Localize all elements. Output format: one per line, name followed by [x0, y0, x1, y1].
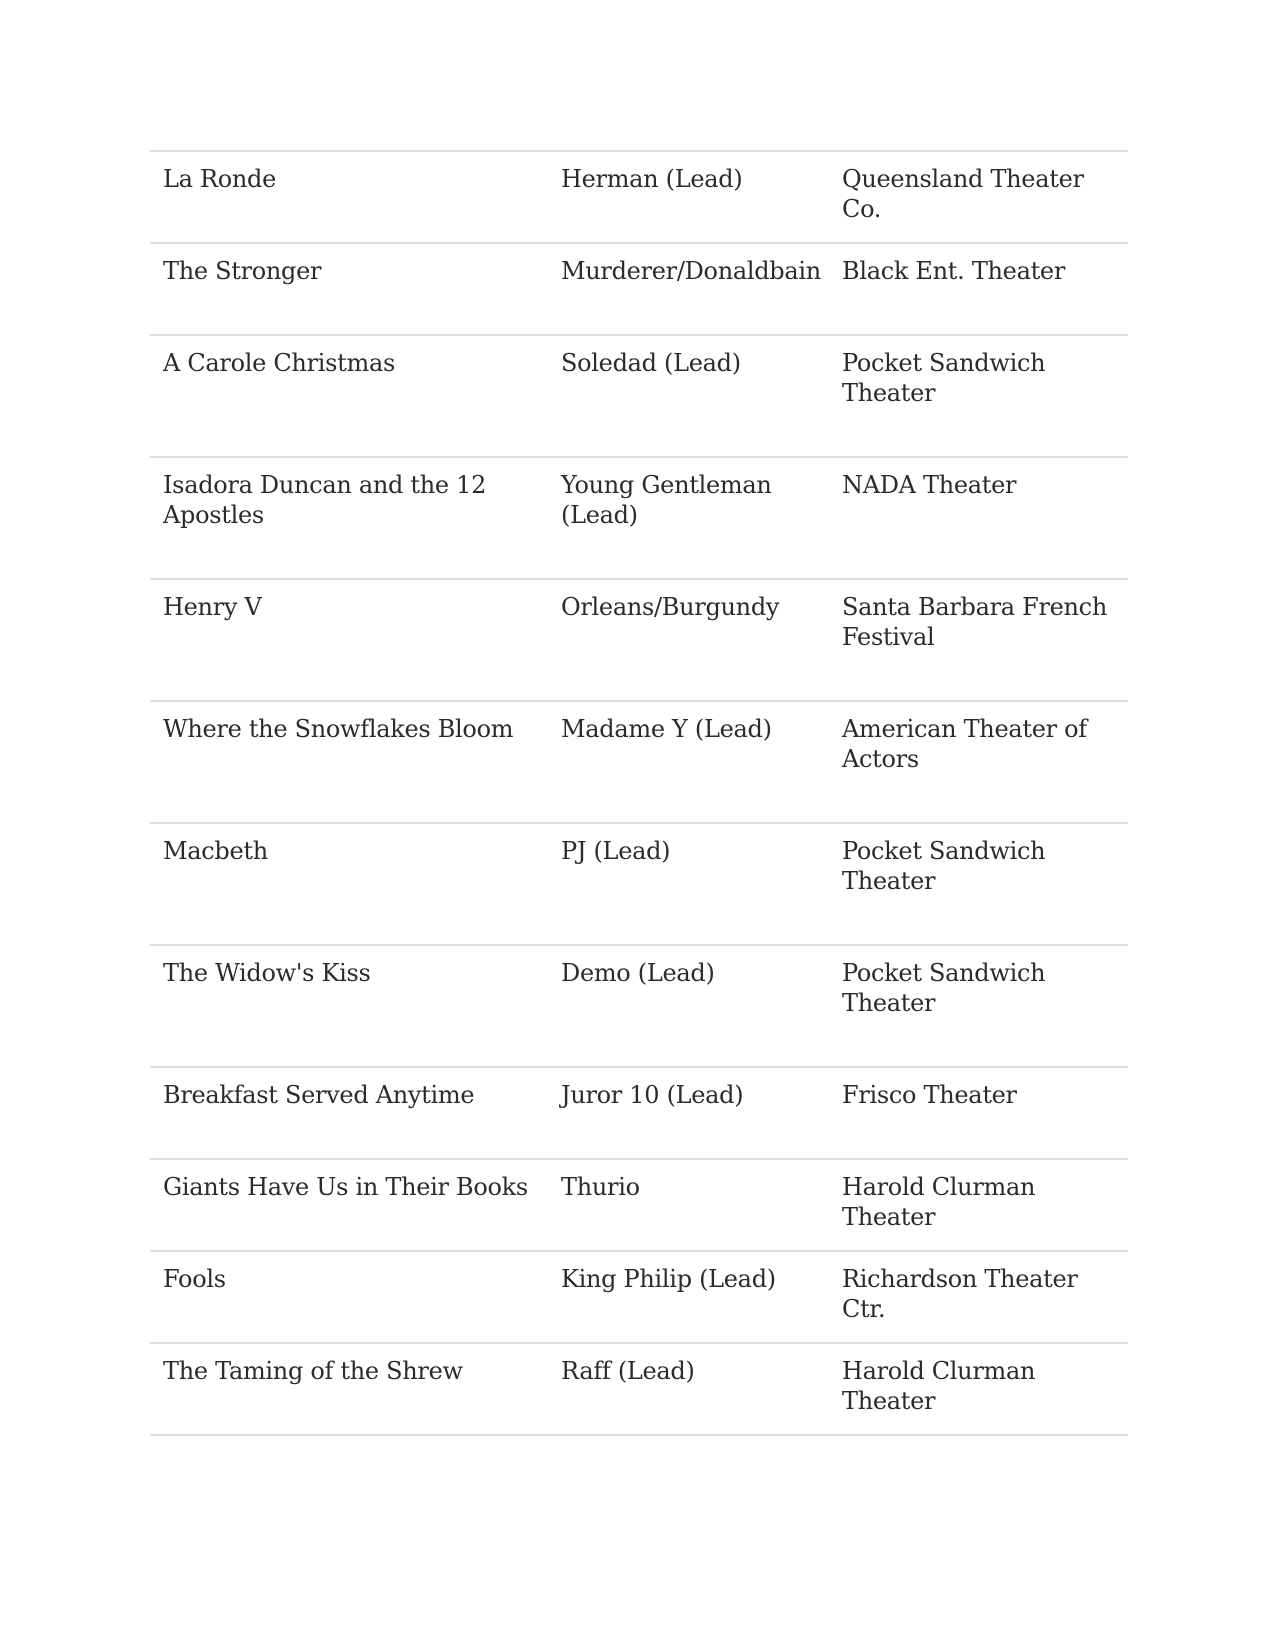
theater-cell: Pocket Sandwich Theater [842, 349, 1046, 407]
table-row [150, 945, 1128, 1067]
role-cell: King Philip (Lead) [561, 1265, 776, 1293]
table-row [150, 701, 1128, 823]
role-cell: Herman (Lead) [561, 165, 743, 193]
theater-cell: Harold Clurman Theater [842, 1173, 1036, 1231]
play-cell: A Carole Christmas [163, 349, 395, 377]
theater-cell: Queensland Theater Co. [842, 165, 1084, 223]
theater-cell: Black Ent. Theater [842, 257, 1066, 285]
table-row [150, 1343, 1128, 1435]
table-row [150, 1251, 1128, 1343]
table-row [150, 579, 1128, 701]
table-row [150, 823, 1128, 945]
theater-cell: Pocket Sandwich Theater [842, 959, 1046, 1017]
theater-cell: Richardson Theater Ctr. [842, 1265, 1078, 1323]
play-cell: Giants Have Us in Their Books [163, 1173, 528, 1201]
play-cell: Henry V [163, 593, 262, 621]
theater-cell: Santa Barbara French Festival [842, 593, 1107, 651]
theater-cell: Harold Clurman Theater [842, 1357, 1036, 1415]
role-cell: Young Gentleman (Lead) [561, 471, 772, 529]
theater-cell: Pocket Sandwich Theater [842, 837, 1046, 895]
play-cell: The Stronger [163, 257, 322, 285]
table-row [150, 1159, 1128, 1251]
role-cell: Madame Y (Lead) [561, 715, 772, 743]
role-cell: Orleans/Burgundy [561, 593, 780, 621]
theater-cell: NADA Theater [842, 471, 1017, 499]
theater-cell: Frisco Theater [842, 1081, 1017, 1109]
role-cell: Juror 10 (Lead) [561, 1081, 744, 1109]
role-cell: Soledad (Lead) [561, 349, 741, 377]
role-cell: PJ (Lead) [561, 837, 671, 865]
play-cell: Isadora Duncan and the 12 Apostles [163, 471, 487, 529]
play-cell: The Taming of the Shrew [163, 1357, 463, 1385]
role-cell: Murderer/Donaldbain [561, 257, 821, 285]
play-cell: Where the Snowflakes Bloom [163, 715, 514, 743]
table-row [150, 151, 1128, 243]
document-page [150, 150, 1128, 1436]
role-cell: Raff (Lead) [561, 1357, 695, 1385]
play-cell: The Widow's Kiss [163, 959, 371, 987]
theater-credits-table [150, 150, 1128, 1436]
play-cell: Fools [163, 1265, 226, 1293]
play-cell: Macbeth [163, 837, 268, 865]
role-cell: Thurio [561, 1173, 640, 1201]
role-cell: Demo (Lead) [561, 959, 715, 987]
table-row [150, 243, 1128, 335]
table-row [150, 335, 1128, 457]
table-row [150, 457, 1128, 579]
table-row [150, 1067, 1128, 1159]
play-cell: La Ronde [163, 165, 277, 193]
theater-cell: American Theater of Actors [842, 715, 1087, 773]
play-cell: Breakfast Served Anytime [163, 1081, 475, 1109]
